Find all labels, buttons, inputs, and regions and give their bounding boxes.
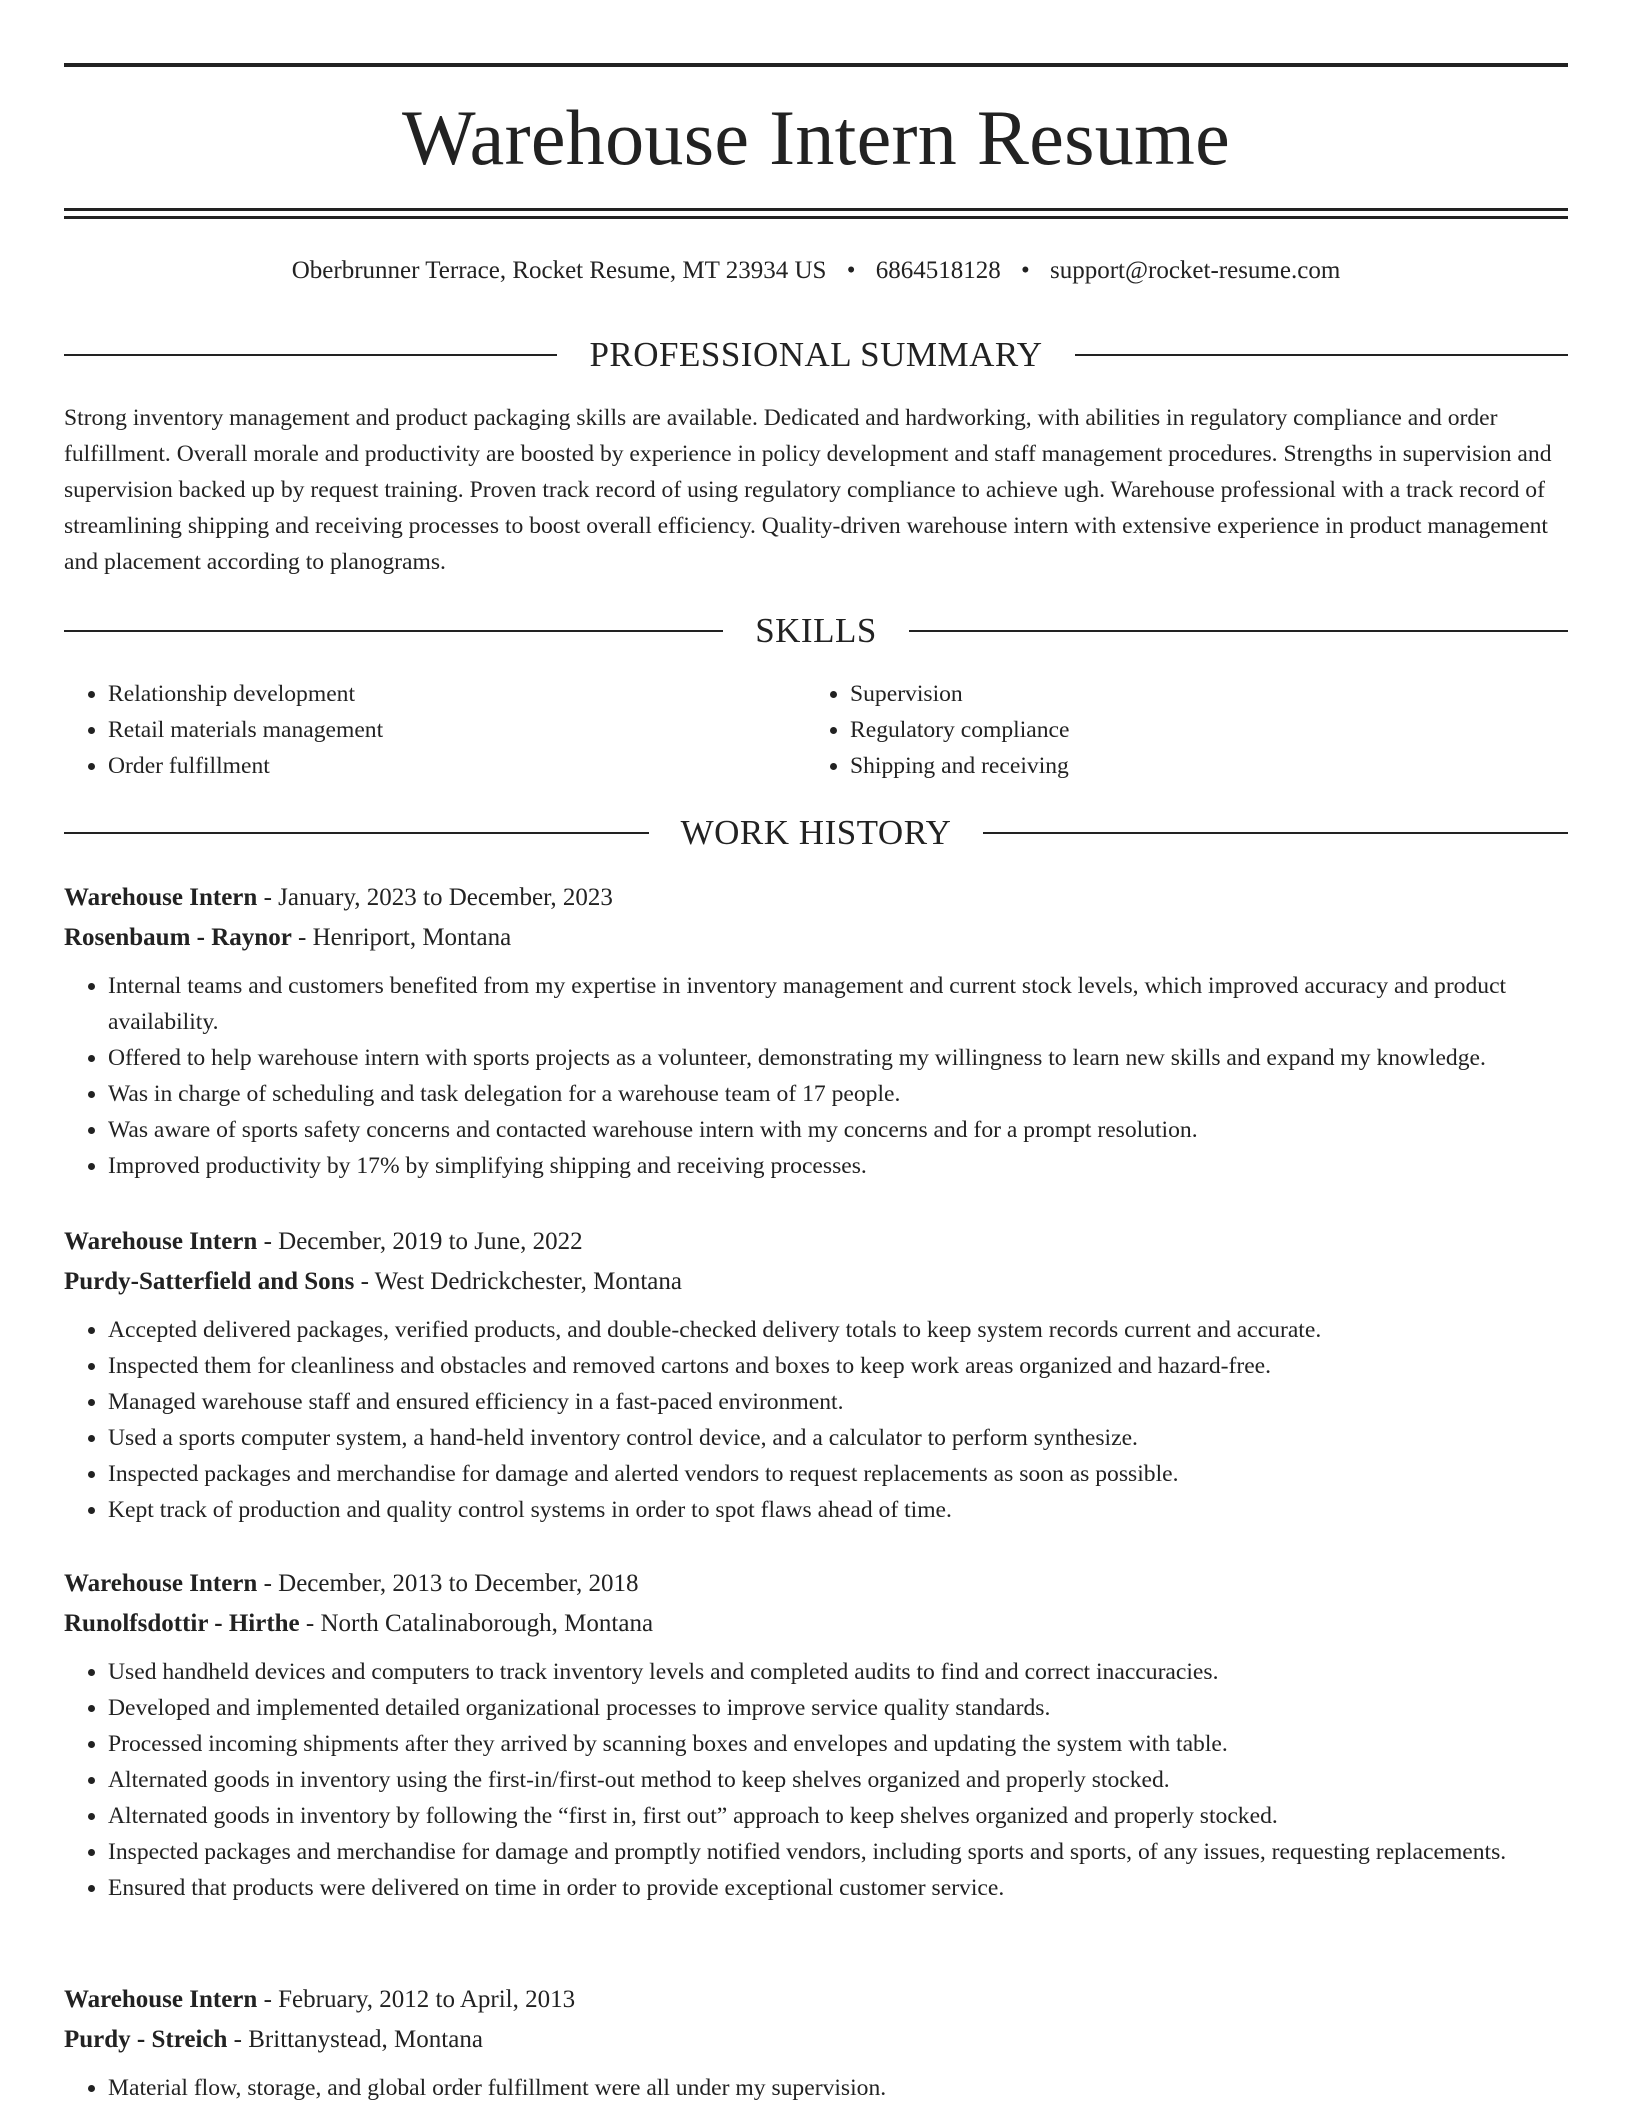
section-header-summary — [64, 332, 1568, 378]
skills-column-right — [806, 676, 1548, 784]
job-bullets — [64, 968, 1568, 1184]
job-dates: - December, 2019 to June, 2022 — [257, 1228, 583, 1255]
job-title: Warehouse Intern — [64, 1986, 258, 2013]
job-company: Runolfsdottir - Hirthe — [64, 1610, 300, 1637]
section-rule — [64, 832, 649, 834]
job-company: Purdy - Streich — [64, 2026, 228, 2053]
section-header-skills — [64, 608, 1568, 654]
skill-item: • Shipping and receiving — [850, 748, 1548, 784]
contact-line — [64, 254, 1568, 288]
contact-separator: • — [1020, 257, 1030, 284]
job-entry — [64, 1222, 1568, 1528]
job-bullet: • Used a sports computer system, a hand-held inventory control device, and a calculator to perform synthesize. — [108, 1420, 1568, 1456]
job-bullets — [64, 1312, 1568, 1528]
job-entry — [64, 1980, 1568, 2106]
job-entry — [64, 1564, 1568, 1906]
job-location: - Brittanystead, Montana — [227, 2026, 483, 2053]
section-title: WORK HISTORY — [680, 813, 952, 852]
job-bullets — [64, 2070, 1568, 2106]
skill-item: • Supervision — [850, 676, 1548, 712]
job-bullet: • Accepted delivered packages, verified products, and double-checked delivery totals to keep system records current and accurate. — [108, 1312, 1568, 1348]
job-bullet: • Material flow, storage, and global order fulfillment were all under my supervision. — [108, 2070, 1568, 2106]
job-bullet: • Alternated goods in inventory by following the “first in, first out” approach to keep shelves organized and properly stocked. — [108, 1798, 1568, 1834]
job-location: - Henriport, Montana — [291, 924, 512, 951]
job-bullet: • Was aware of sports safety concerns and contacted warehouse intern with my concerns and for a prompt resolution. — [108, 1112, 1568, 1148]
job-bullet: • Inspected packages and merchandise for damage and alerted vendors to request replacements as soon as possible. — [108, 1456, 1568, 1492]
job-dates: - January, 2023 to December, 2023 — [257, 884, 613, 911]
job-bullet: • Processed incoming shipments after they arrived by scanning boxes and envelopes and updating the system with table. — [108, 1726, 1568, 1762]
skill-item: • Retail materials management — [108, 712, 806, 748]
job-bullets — [64, 1654, 1568, 1906]
resume-title: Warehouse Intern Resume — [402, 94, 1230, 181]
skills-list — [64, 676, 1568, 784]
job-dates: - February, 2012 to April, 2013 — [257, 1986, 576, 2013]
job-title: Warehouse Intern — [64, 1228, 258, 1255]
job-entry — [64, 878, 1568, 1184]
title-rule-upper — [64, 208, 1568, 211]
job-company-line — [64, 918, 1568, 958]
job-bullet: • Managed warehouse staff and ensured efficiency in a fast-paced environment. — [108, 1384, 1568, 1420]
skills-column-left — [64, 676, 806, 784]
job-location: - West Dedrickchester, Montana — [354, 1268, 682, 1295]
section-rule — [1075, 354, 1568, 356]
section-rule — [909, 630, 1568, 632]
section-rule — [983, 832, 1568, 834]
job-bullet: • Used handheld devices and computers to track inventory levels and completed audits to find and correct inaccuracies. — [108, 1654, 1568, 1690]
section-rule — [64, 630, 723, 632]
skill-item: • Regulatory compliance — [850, 712, 1548, 748]
job-bullet: • Kept track of production and quality control systems in order to spot flaws ahead of time. — [108, 1492, 1568, 1528]
section-rule — [64, 354, 557, 356]
job-title-line — [64, 878, 1568, 918]
section-title: SKILLS — [755, 611, 877, 650]
job-company: Purdy-Satterfield and Sons — [64, 1268, 355, 1295]
skill-item: • Order fulfillment — [108, 748, 806, 784]
job-company-line — [64, 1604, 1568, 1644]
job-bullet: • Offered to help warehouse intern with sports projects as a volunteer, demonstrating my willingness to learn new skills and expand my knowledge. — [108, 1040, 1568, 1076]
job-bullet: • Alternated goods in inventory using the first-in/first-out method to keep shelves organized and properly stocked. — [108, 1762, 1568, 1798]
job-bullet: • Inspected them for cleanliness and obstacles and removed cartons and boxes to keep work areas organized and hazard-free. — [108, 1348, 1568, 1384]
job-dates: - December, 2013 to December, 2018 — [257, 1570, 639, 1597]
job-title-line — [64, 1980, 1568, 2020]
section-header-work-history — [64, 810, 1568, 856]
job-title-line — [64, 1564, 1568, 1604]
job-title-line — [64, 1222, 1568, 1262]
job-bullet: • Inspected packages and merchandise for damage and promptly notified vendors, including sports and sports, of any issues, requesting replacements. — [108, 1834, 1568, 1870]
top-rule — [64, 63, 1568, 67]
contact-phone: 6864518128 — [875, 257, 1001, 284]
contact-separator: • — [846, 257, 856, 284]
job-title: Warehouse Intern — [64, 1570, 258, 1597]
job-company: Rosenbaum - Raynor — [64, 924, 292, 951]
job-bullet: • Internal teams and customers benefited from my expertise in inventory management and current stock levels, which improved accuracy and product availability. — [108, 968, 1568, 1040]
job-bullet: • Ensured that products were delivered on time in order to provide exceptional customer service. — [108, 1870, 1568, 1906]
job-company-line — [64, 2020, 1568, 2060]
title-rule-lower — [64, 216, 1568, 219]
job-title: Warehouse Intern — [64, 884, 258, 911]
job-location: - North Catalinaborough, Montana — [299, 1610, 654, 1637]
job-company-line — [64, 1262, 1568, 1302]
job-bullet: • Developed and implemented detailed organizational processes to improve service quality standards. — [108, 1690, 1568, 1726]
contact-email: support@rocket-resume.com — [1049, 257, 1341, 284]
section-title: PROFESSIONAL SUMMARY — [589, 335, 1043, 374]
job-bullet: • Was in charge of scheduling and task delegation for a warehouse team of 17 people. — [108, 1076, 1568, 1112]
contact-address: Oberbrunner Terrace, Rocket Resume, MT 23934 US — [291, 257, 827, 284]
summary-paragraph: Strong inventory management and product packaging skills are available. Dedicated and hardworking, with abilities in regulatory compliance and order fulfillment. Overall morale and productivity are boosted by experience in policy development and staff management procedures. Strengths in supervision and supervision backed up by request training. Proven track record of using regulatory compliance to achieve ugh. Warehouse professional with a track record of streamlining shipping and receiving processes to boost overall efficiency. Quality-driven warehouse intern with extensive experience in product management and placement according to planograms. — [64, 405, 1552, 575]
job-bullet: • Improved productivity by 17% by simplifying shipping and receiving processes. — [108, 1148, 1568, 1184]
skill-item: • Relationship development — [108, 676, 806, 712]
